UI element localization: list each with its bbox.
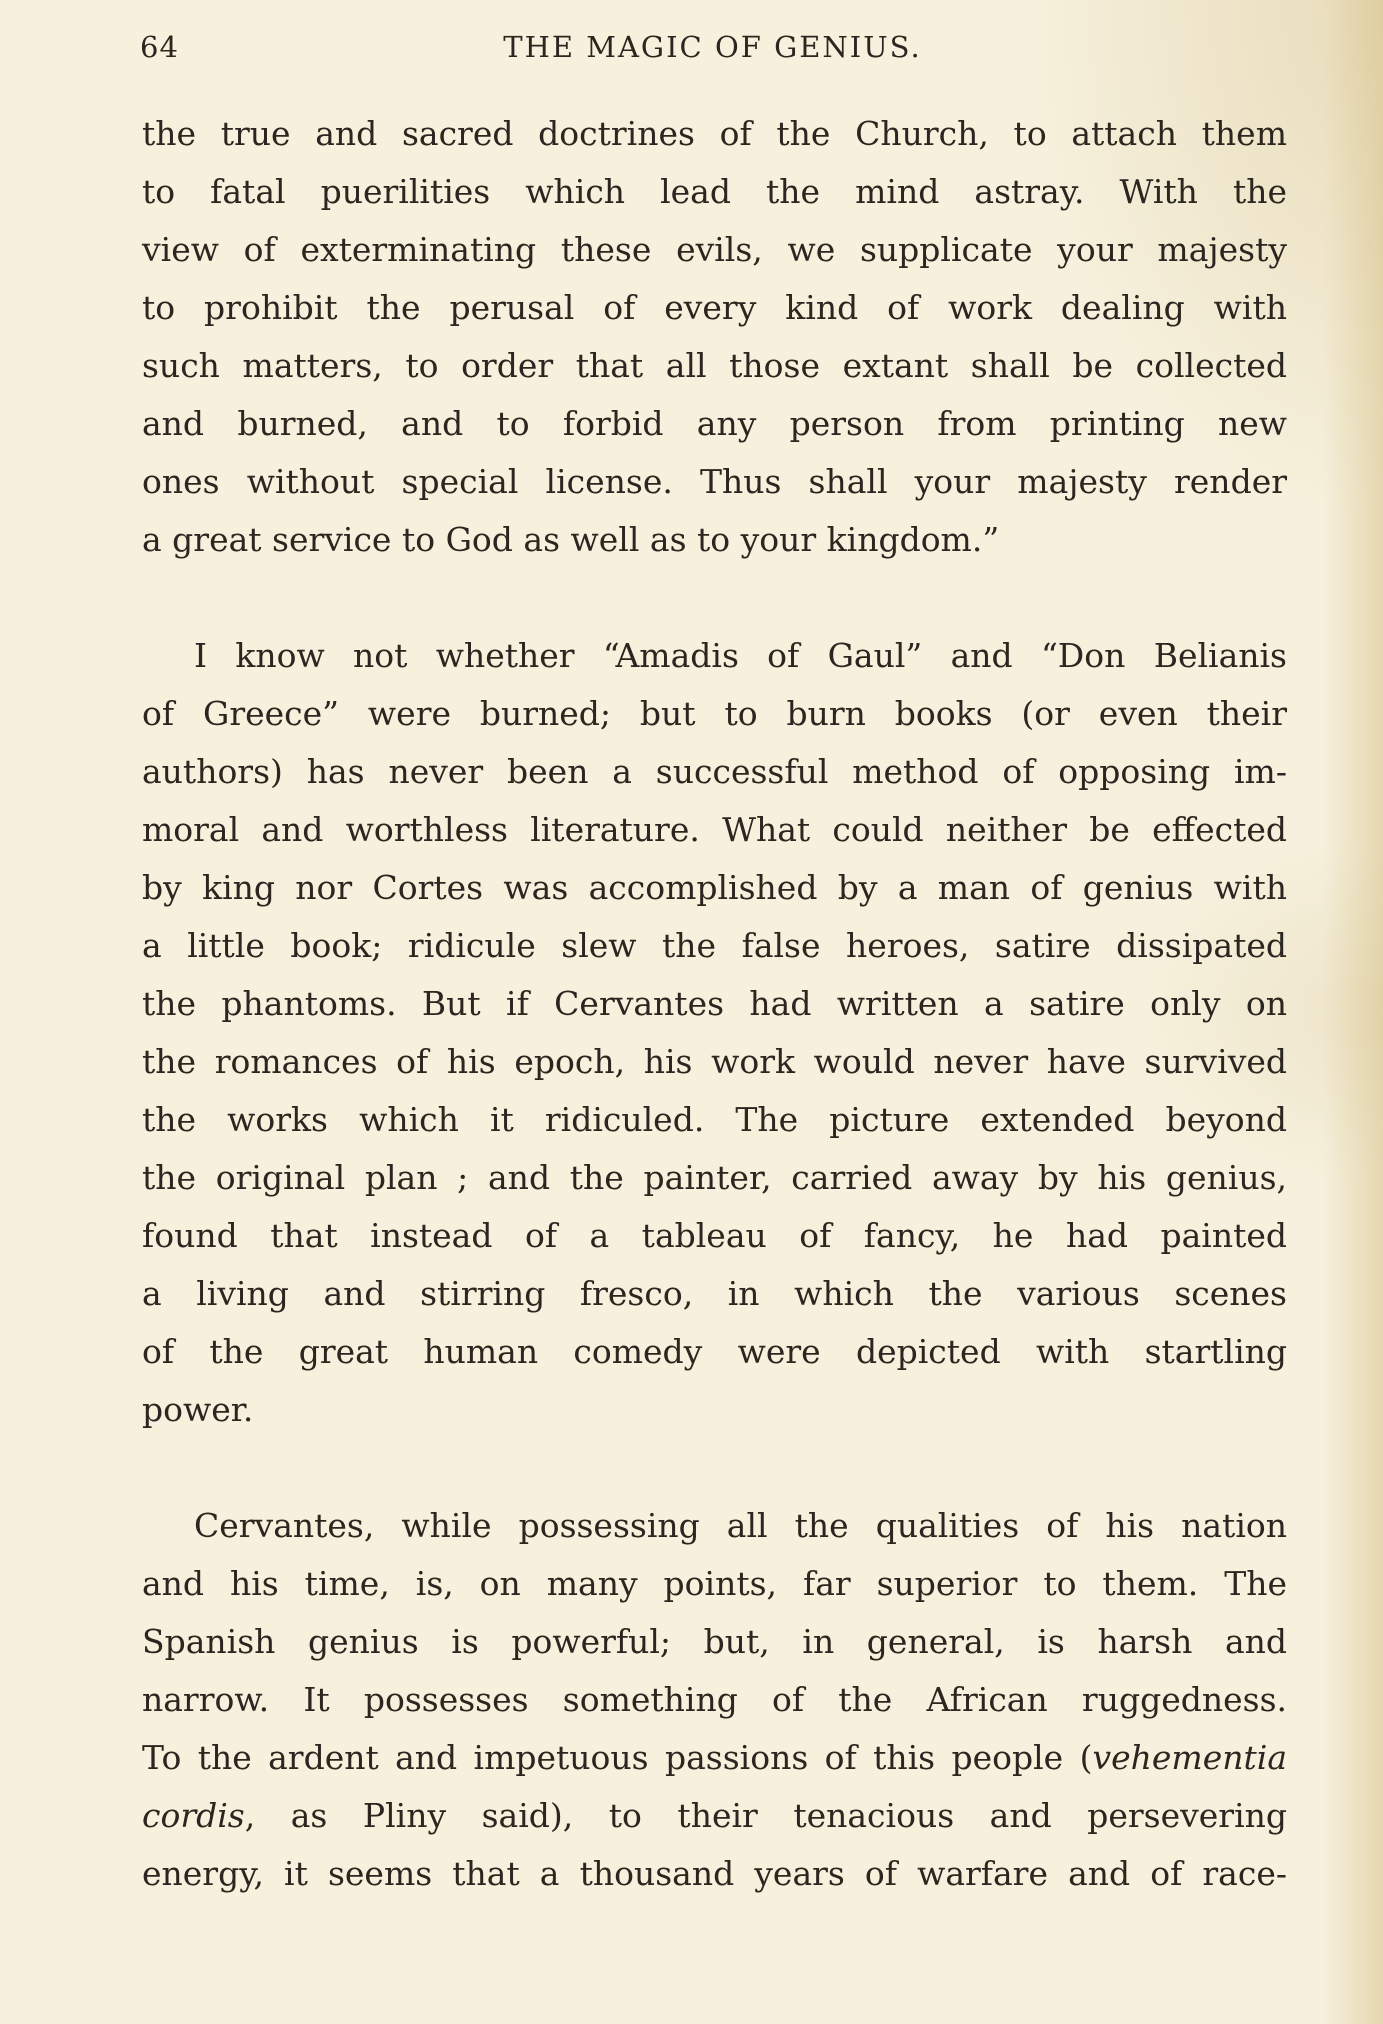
text-line: authors) has never been a successful method of opposing im- — [142, 752, 1287, 791]
text-line: the romances of his epoch, his work would never have survived — [142, 1042, 1287, 1081]
page-number: 64 — [140, 30, 179, 64]
text-line: such matters, to order that all those extant shall be collected — [142, 346, 1287, 385]
body-text — [142, 105, 1287, 1903]
text-line: view of exterminating these evils, we supplicate your majesty — [142, 230, 1287, 269]
paragraph-1 — [142, 105, 1287, 569]
running-head — [140, 30, 1285, 70]
paragraph-gap — [142, 569, 1287, 627]
text-line: by king nor Cortes was accomplished by a man of genius with — [142, 868, 1287, 907]
text-line: ones without special license. Thus shall your majesty render — [142, 462, 1287, 501]
text-line: Cervantes, while possessing all the qualities of his nation — [194, 1506, 1287, 1545]
text-line: moral and worthless literature. What could neither be effected — [142, 810, 1287, 849]
text-line: to prohibit the perusal of every kind of work dealing with — [142, 288, 1287, 327]
italic-term: cordis — [142, 1796, 245, 1835]
text-line: to fatal puerilities which lead the mind astray. With the — [142, 172, 1287, 211]
paragraph-2 — [142, 627, 1287, 1439]
text-line: energy, it seems that a thousand years of warfare and of race- — [142, 1854, 1287, 1893]
text-line: a little book; ridicule slew the false heroes, satire dissipated — [142, 926, 1287, 965]
text-line: the works which it ridiculed. The picture extended beyond — [142, 1100, 1287, 1139]
text-line: and burned, and to forbid any person from printing new — [142, 404, 1287, 443]
page-edge-shading — [1323, 0, 1383, 2024]
paragraph-3 — [142, 1497, 1287, 1903]
text-line: narrow. It possesses something of the African ruggedness. — [142, 1680, 1287, 1719]
text-line: the true and sacred doctrines of the Church, to attach them — [142, 114, 1287, 153]
text-line: of Greece” were burned; but to burn books (or even their — [142, 694, 1287, 733]
text-line: and his time, is, on many points, far superior to them. The — [142, 1564, 1287, 1603]
text-line: a living and stirring fresco, in which the various scenes — [142, 1274, 1287, 1313]
text-line: power. — [142, 1390, 254, 1429]
text-line: the original plan ; and the painter, carried away by his genius, — [142, 1158, 1287, 1197]
text-line: a great service to God as well as to your kingdom.” — [142, 520, 1000, 559]
text-line: the phantoms. But if Cervantes had written a satire only on — [142, 984, 1287, 1023]
italic-term: vehementia — [1092, 1738, 1287, 1777]
paragraph-gap — [142, 1439, 1287, 1497]
text-line: of the great human comedy were depicted with startling — [142, 1332, 1287, 1371]
text-line: I know not whether “Amadis of Gaul” and “Don Belianis — [194, 636, 1287, 675]
running-title: THE MAGIC OF GENIUS. — [503, 30, 922, 64]
text-segment: , as Pliny said), to their tenacious and persevering — [244, 1796, 1287, 1835]
text-line — [142, 1787, 1287, 1845]
text-line: found that instead of a tableau of fancy, he had painted — [142, 1216, 1287, 1255]
text-line — [142, 1729, 1287, 1787]
text-line: Spanish genius is powerful; but, in general, is harsh and — [142, 1622, 1287, 1661]
text-segment: To the ardent and impetuous passions of this people ( — [142, 1738, 1093, 1777]
